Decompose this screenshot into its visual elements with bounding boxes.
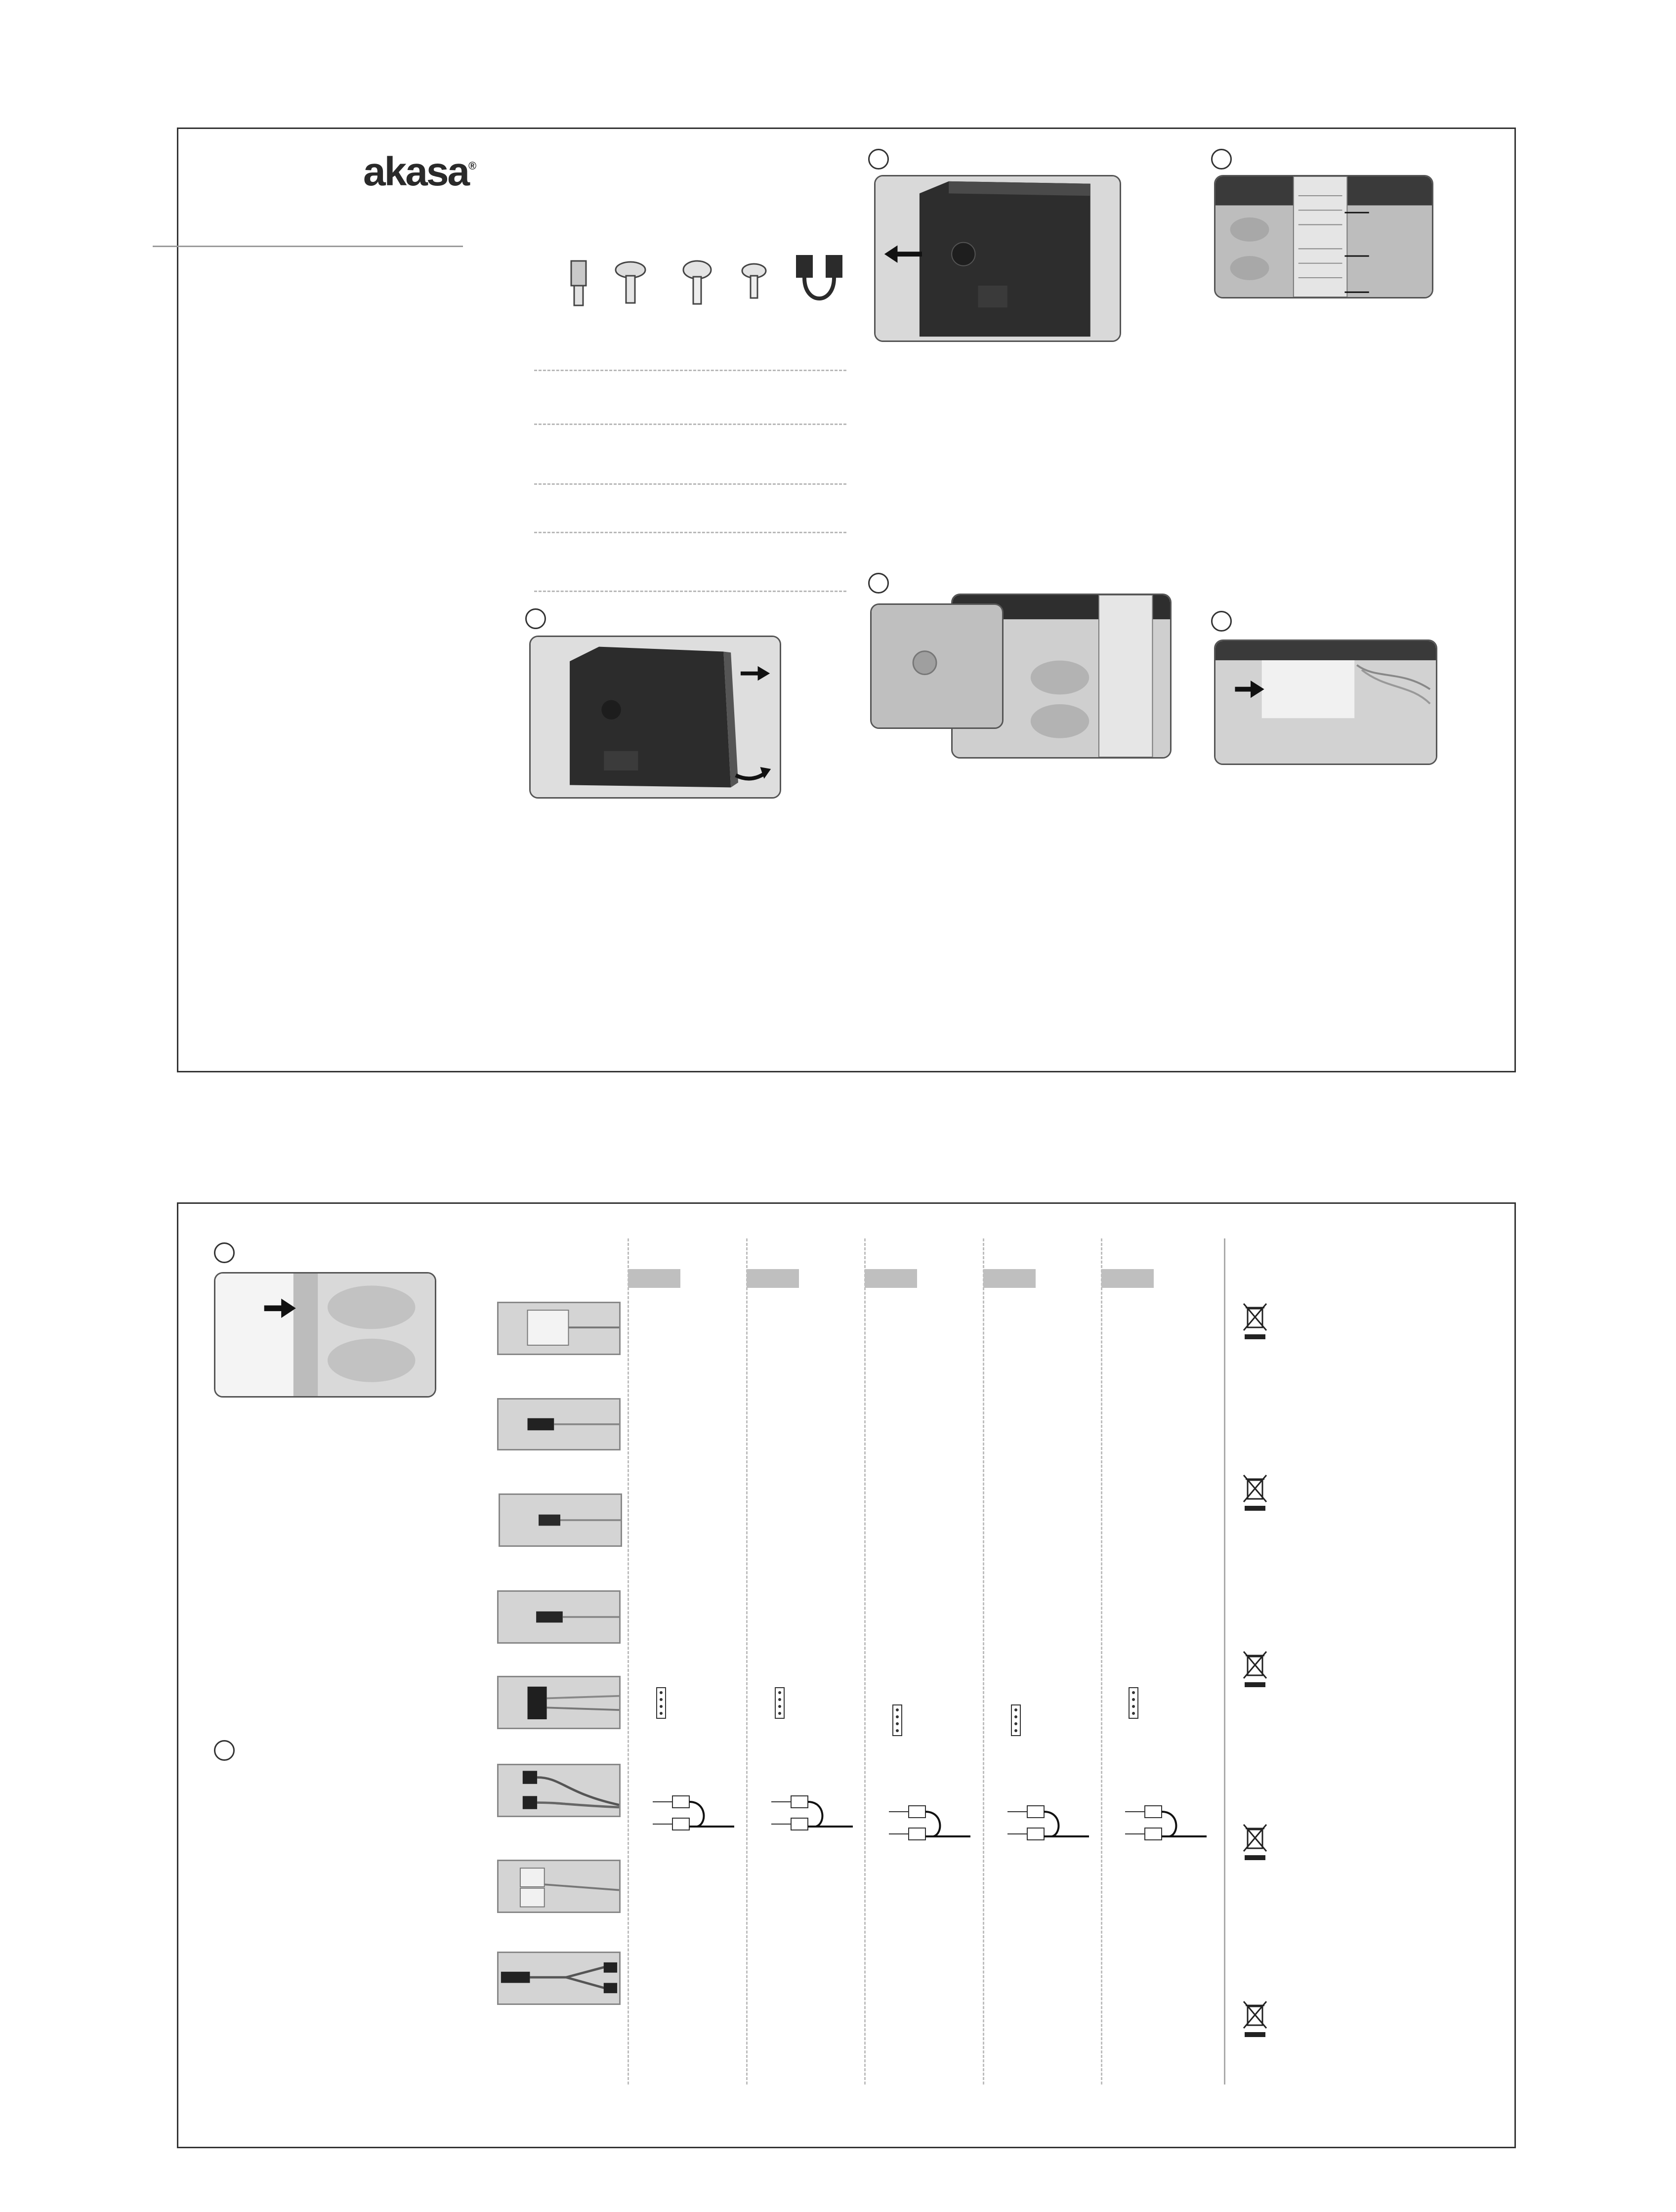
akasa-logo	[363, 149, 476, 195]
cable-photo-y-splitter	[497, 1764, 621, 1817]
divider	[534, 424, 846, 425]
splitter-cable-diagram	[889, 1797, 973, 1846]
column-divider	[746, 1238, 748, 2084]
divider	[534, 370, 846, 371]
cable-icon	[796, 255, 842, 298]
splitter-cable-diagram	[1007, 1797, 1091, 1846]
divider	[534, 591, 846, 592]
screw-icon	[616, 262, 645, 303]
column-divider	[864, 1238, 866, 2084]
step-marker	[214, 1740, 235, 1761]
registered-mark: ®	[468, 160, 477, 172]
weee-disposal-icon	[1242, 1999, 1268, 2038]
step-photo-side-panel-removal	[874, 175, 1121, 342]
step-marker	[1211, 611, 1232, 632]
step-marker	[868, 573, 889, 594]
screw-icon	[742, 264, 766, 298]
language-tag	[628, 1269, 680, 1288]
cable-photo-4pin-header	[497, 1676, 621, 1729]
connector-pinout-diagram	[654, 1687, 669, 1719]
instruction-sheet-top	[177, 128, 1516, 1072]
cable-photo-molex	[497, 1302, 621, 1355]
instruction-sheet-bottom	[177, 1202, 1516, 2148]
step-photo-case-side	[529, 636, 781, 799]
step-marker	[868, 149, 889, 170]
splitter-cable-diagram	[1125, 1797, 1209, 1846]
cable-photo-molex-y-splitter	[497, 1860, 621, 1913]
splitter-cable-diagram	[771, 1787, 855, 1836]
cable-photo-power-lead-splitter	[497, 1952, 621, 2005]
splitter-cable-diagram	[653, 1787, 737, 1836]
step-photo-drive-insertion	[1214, 639, 1437, 765]
connector-pinout-diagram	[890, 1704, 905, 1737]
divider	[534, 483, 846, 485]
language-tag	[983, 1269, 1036, 1288]
column-divider	[983, 1238, 984, 2084]
step-photo-drive-cage	[1214, 175, 1433, 298]
connector-pinout-diagram	[1126, 1687, 1141, 1719]
logo-wordmark: akasa	[363, 149, 469, 194]
weee-disposal-icon	[1242, 1823, 1268, 1861]
cable-photo-hdd-led	[497, 1590, 621, 1644]
step-photo-side-panel	[870, 603, 1004, 729]
weee-disposal-icon	[1242, 1650, 1268, 1688]
screw-icon	[683, 261, 711, 304]
step-marker	[214, 1242, 235, 1263]
weee-disposal-icon	[1242, 1473, 1268, 1512]
cable-photo-reset-sw	[499, 1493, 622, 1547]
divider	[534, 532, 846, 533]
cable-photo-power-sw	[497, 1398, 621, 1450]
standoff-icon	[571, 261, 586, 305]
step-marker	[525, 608, 546, 629]
step-marker	[1211, 149, 1232, 170]
connector-pinout-diagram	[1008, 1704, 1023, 1737]
header-rule	[153, 246, 463, 247]
connector-pinout-diagram	[772, 1687, 787, 1719]
step-photo-drive-bay-insertion	[214, 1272, 436, 1398]
weee-column-divider	[1224, 1238, 1225, 2084]
language-tag	[747, 1269, 799, 1288]
language-tag	[1101, 1269, 1154, 1288]
weee-disposal-icon	[1242, 1302, 1268, 1340]
column-divider	[1101, 1238, 1102, 2084]
language-tag	[865, 1269, 917, 1288]
column-divider	[628, 1238, 629, 2084]
